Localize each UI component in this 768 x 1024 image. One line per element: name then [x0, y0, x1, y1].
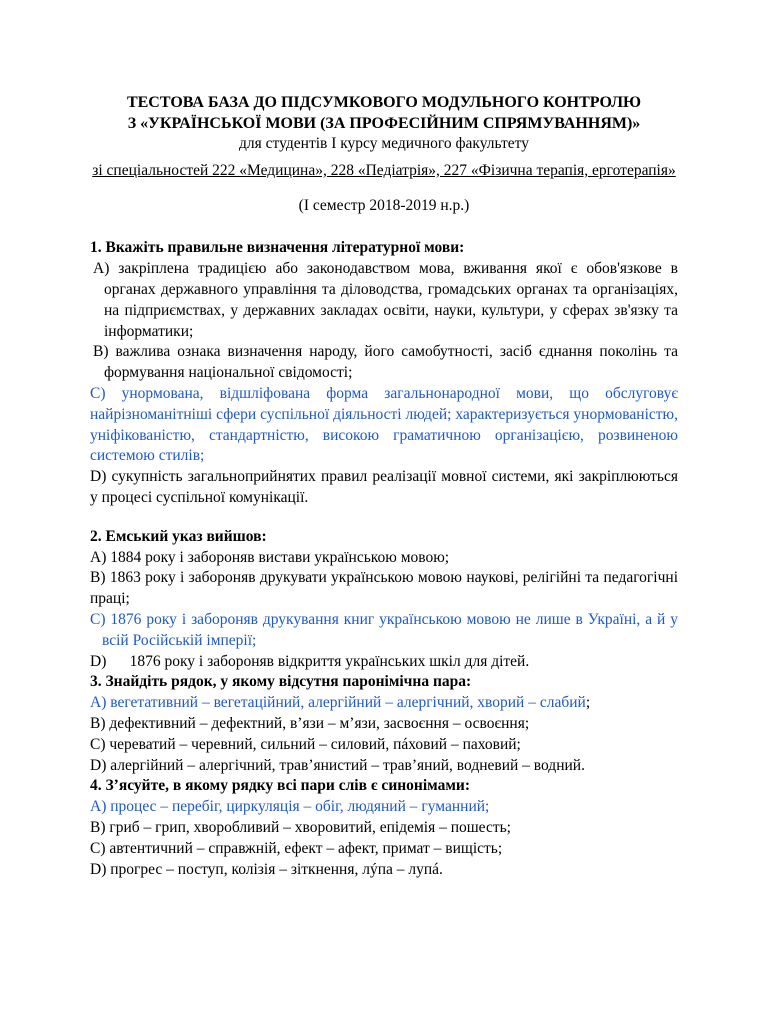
answer-option-c-correct: С) унормована, відшліфована форма загальнонародної мови, що обслуговує найрізноманітніші сфери суспільної діяльності людей; характеризується унормованістю, уніфікованістю, стандартністю, високою граматичною організацією, розвиненою системою стилів;	[90, 384, 678, 465]
answer-option-a: А) 1884 року і забороняв вистави українською мовою;	[90, 548, 450, 566]
question-3	[90, 672, 678, 776]
answer-option-c-correct: С) 1876 року і забороняв друкування книг українською мовою не лише в Україні, а й у всій Російській імперії;	[90, 610, 678, 649]
answer-option-a: А) закріплена традицією або законодавством мова, вживання якої є обов'язкове в органах державного управління та діловодства, громадських органах та організаціях, на підприємствах, у державних закладах освіти, науки, культури, у сферах зв'язку та інформатики;	[93, 260, 678, 340]
answer-option-b: В) 1863 року і забороняв друкувати українською мовою наукові, релігійні та педагогічні праці;	[90, 569, 678, 608]
question-title: 3. Знайдіть рядок, у якому відсутня паронімічна пара:	[90, 673, 472, 691]
answer-option-c: С) череватий – черевний, сильний – силовий, пáховий – паховий;	[90, 735, 521, 753]
answer-option-b: В) дефективний – дефектний, в’язи – м’язи, засвоєння – освоєння;	[90, 714, 530, 732]
document-semester: (І семестр 2018-2019 н.р.)	[298, 196, 470, 214]
answer-option-a-suffix: ;	[585, 694, 591, 712]
title-line-1: ТЕСТОВА БАЗА ДО ПІДСУМКОВОГО МОДУЛЬНОГО КОНТРОЛЮ	[126, 94, 642, 111]
answer-option-a-correct: А) вегетативний – вегетаційний, алергійний – алергічний, хворий – слабий	[90, 694, 586, 712]
question-title: 1. Вкажіть правильне визначення літературної мови:	[90, 239, 465, 257]
question-2	[90, 527, 678, 673]
answer-option-c: С) автентичний – справжній, ефект – афект, примат – вищість;	[90, 839, 503, 857]
document-specialties: зі спеціальностей 222 «Медицина», 228 «Педіатрія», 227 «Фізична терапія, ерготерапія»	[92, 161, 676, 179]
answer-option-d: D) 1876 року і забороняв відкриття українських шкіл для дітей.	[90, 652, 530, 670]
document-title	[90, 92, 678, 134]
question-1	[90, 238, 678, 508]
question-title: 4. З’ясуйте, в якому рядку всі пари слів є синонімами:	[90, 777, 471, 795]
document-page	[90, 92, 678, 880]
answer-option-d: D) сукупність загальноприйнятих правил реалізації мовної системи, які закріплюються у процесі суспільної комунікації.	[90, 468, 678, 506]
question-4	[90, 776, 678, 880]
answer-option-d: D) алергійний – алергічний, трав’янистий – трав’яний, водневий – водний.	[90, 756, 585, 774]
title-line-2: З «УКРАЇНСЬКОЇ МОВИ (ЗА ПРОФЕСІЙНИМ СПРЯМУВАННЯМ)»	[127, 115, 641, 132]
answer-option-a-correct: А) процес – перебіг, циркуляція – обіг, людяний – гуманний;	[90, 798, 490, 816]
answer-option-b: В) важлива ознака визначення народу, його самобутності, засіб єднання поколінь та формування національної свідомості;	[93, 343, 678, 382]
answer-option-a-line	[90, 693, 678, 714]
answer-option-b: В) гриб – грип, хворобливий – хворовитий, епідемія – пошесть;	[90, 818, 511, 836]
answer-option-d: D) прогрес – поступ, колізія – зіткнення, лýпа – лупá.	[90, 860, 443, 878]
question-title: 2. Емський указ вийшов:	[90, 527, 267, 545]
document-subtitle: для студентів І курсу медичного факультету	[239, 135, 529, 152]
